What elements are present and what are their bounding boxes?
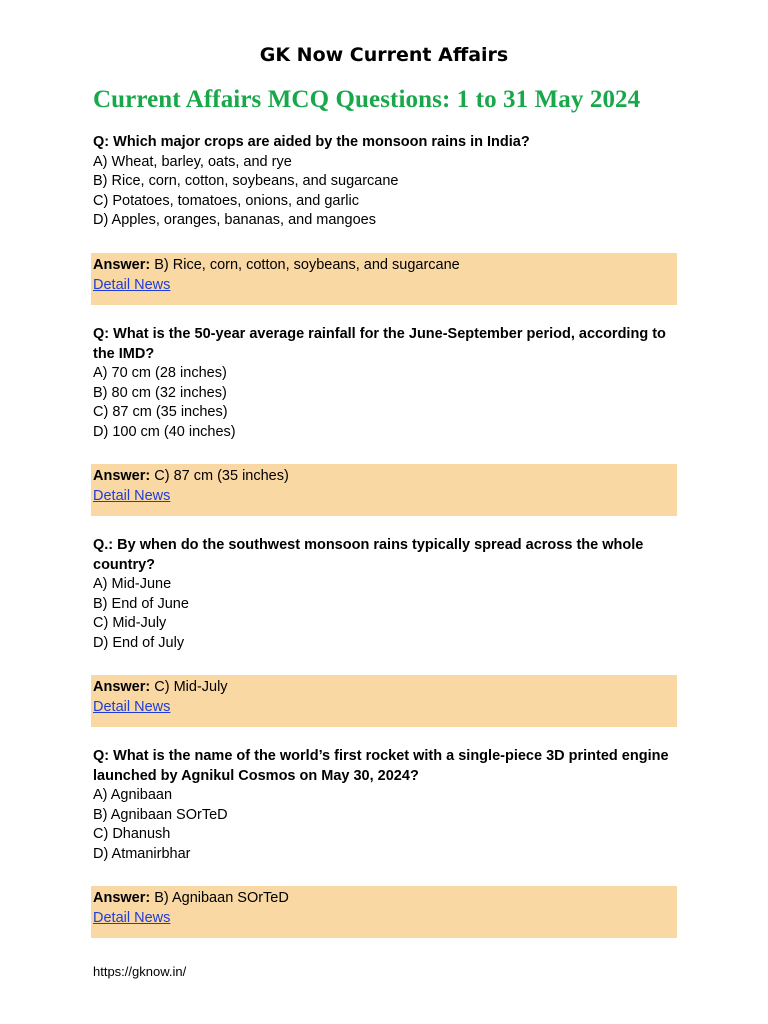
question-text: Q: What is the name of the world’s first rocket with a single-piece 3D printed engine launched by Agnikul Cosmos on May 30, 2024? bbox=[93, 748, 669, 784]
page-title: Current Affairs MCQ Questions: 1 to 31 May 2024 bbox=[93, 86, 641, 113]
answer-text: C) Mid-July bbox=[150, 679, 228, 695]
answer-box bbox=[91, 886, 677, 938]
detail-news-link[interactable]: Detail News bbox=[93, 277, 171, 293]
answer-label: Answer: bbox=[93, 679, 151, 695]
option-c: C) Potatoes, tomatoes, onions, and garlic bbox=[93, 192, 359, 209]
answer-label: Answer: bbox=[93, 468, 151, 484]
option-c: C) Dhanush bbox=[93, 826, 171, 842]
footer-url: https://gknow.in/ bbox=[93, 964, 187, 979]
option-b: B) End of June bbox=[93, 595, 189, 612]
option-b: B) 80 cm (32 inches) bbox=[93, 384, 227, 401]
option-d: D) End of July bbox=[93, 634, 185, 651]
question-text: Q.: By when do the southwest monsoon rains typically spread across the whole country? bbox=[93, 537, 644, 573]
answer-text: C) 87 cm (35 inches) bbox=[150, 468, 289, 484]
question-block bbox=[93, 747, 683, 864]
question-block bbox=[93, 325, 683, 442]
answer-box bbox=[91, 675, 677, 727]
question-block bbox=[93, 536, 683, 653]
option-a: A) Mid-June bbox=[93, 576, 172, 592]
answer-box bbox=[91, 253, 677, 305]
option-b: B) Agnibaan SOrTeD bbox=[93, 806, 228, 823]
answer-box bbox=[91, 464, 677, 516]
question-block bbox=[93, 133, 683, 231]
answer-label: Answer: bbox=[93, 257, 151, 273]
option-a: A) Agnibaan bbox=[93, 787, 173, 803]
option-a: A) Wheat, barley, oats, and rye bbox=[93, 153, 292, 170]
answer-text: B) Agnibaan SOrTeD bbox=[150, 890, 289, 906]
option-d: D) Apples, oranges, bananas, and mangoes bbox=[93, 212, 376, 228]
answer-text: B) Rice, corn, cotton, soybeans, and sugarcane bbox=[150, 257, 460, 273]
answer-label: Answer: bbox=[93, 890, 151, 906]
option-d: D) 100 cm (40 inches) bbox=[93, 423, 236, 440]
detail-news-link[interactable]: Detail News bbox=[93, 488, 171, 504]
option-d: D) Atmanirbhar bbox=[93, 845, 191, 862]
site-header-title: GK Now Current Affairs bbox=[259, 44, 509, 66]
option-c: C) 87 cm (35 inches) bbox=[93, 404, 228, 420]
option-c: C) Mid-July bbox=[93, 615, 167, 631]
option-b: B) Rice, corn, cotton, soybeans, and sugarcane bbox=[93, 173, 399, 189]
detail-news-link[interactable]: Detail News bbox=[93, 699, 171, 715]
option-a: A) 70 cm (28 inches) bbox=[93, 365, 227, 381]
detail-news-link[interactable]: Detail News bbox=[93, 910, 171, 926]
question-text: Q: Which major crops are aided by the monsoon rains in India? bbox=[93, 134, 530, 150]
question-text: Q: What is the 50-year average rainfall for the June-September period, according to the IMD? bbox=[93, 326, 666, 362]
